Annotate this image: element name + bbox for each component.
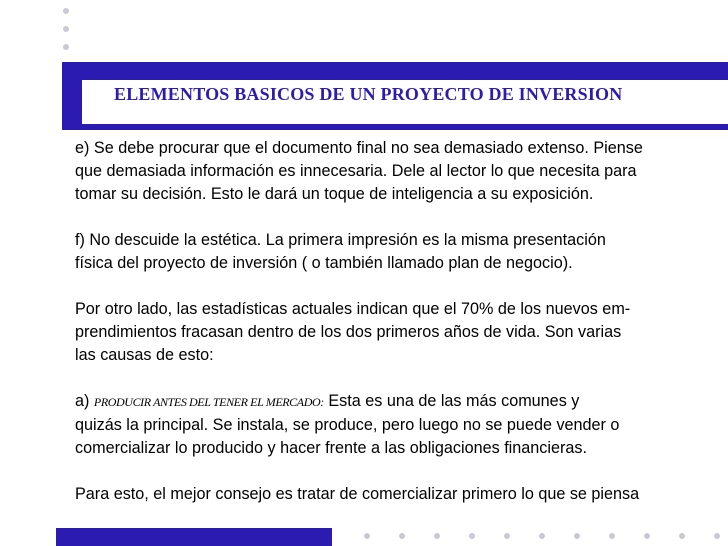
emphasis-heading: PRODUCIR ANTES DEL TENER EL MERCADO: [93, 395, 324, 409]
bottom-accent-bar [56, 528, 332, 546]
paragraph-a [75, 390, 715, 460]
decorative-dot [364, 533, 370, 539]
text-line: Por otro lado, las estadísticas actuales indican que el 70% de los nuevos em- [75, 300, 631, 318]
text-line: quizás la principal. Se instala, se produce, pero luego no se puede vender o [75, 416, 620, 434]
decorative-dot [539, 533, 545, 539]
title-top-rule [62, 62, 728, 80]
title-side-bar [62, 62, 82, 128]
text-line: Para esto, el mejor consejo es tratar de comercializar primero lo que se piensa [75, 485, 640, 503]
text-line [75, 390, 715, 414]
paragraph-statistics [75, 298, 715, 367]
title-underline [62, 124, 728, 130]
text-line: que demasiada información es innecesaria. Dele al lector lo que necesita para [75, 162, 637, 180]
decorative-dot [63, 26, 69, 32]
decorative-dot [714, 533, 720, 539]
slide-title: ELEMENTOS BASICOS DE UN PROYECTO DE INVERSION [114, 84, 623, 104]
decorative-dot [434, 533, 440, 539]
decorative-dot [63, 8, 69, 14]
text-line: f) No descuide la estética. La primera impresión es la misma presentación [75, 231, 606, 249]
text-line: física del proyecto de inversión ( o también llamado plan de negocio). [75, 254, 573, 272]
decorative-dot [504, 533, 510, 539]
decorative-dot [679, 533, 685, 539]
text-line: e) Se debe procurar que el documento final no sea demasiado extenso. Piense [75, 139, 643, 157]
paragraph-f [75, 229, 715, 275]
decorative-dot [644, 533, 650, 539]
text-line: comercializar lo producido y hacer frente a las obligaciones financieras. [75, 439, 587, 457]
decorative-dot [609, 533, 615, 539]
slide-body [75, 137, 715, 529]
text-line: tomar su decisión. Esto le dará un toque de inteligencia a su exposición. [75, 185, 594, 203]
decorative-dot [574, 533, 580, 539]
decorative-dot [63, 44, 69, 50]
paragraph-advice [75, 483, 715, 506]
paragraph-e [75, 137, 715, 206]
decorative-dot [399, 533, 405, 539]
text-fragment: Esta es una de las más comunes y [323, 392, 580, 410]
list-marker: a) [75, 392, 94, 410]
text-line: las causas de esto: [75, 346, 214, 364]
text-line: prendimientos fracasan dentro de los dos primeros años de vida. Son varias [75, 323, 622, 341]
decorative-dot [469, 533, 475, 539]
